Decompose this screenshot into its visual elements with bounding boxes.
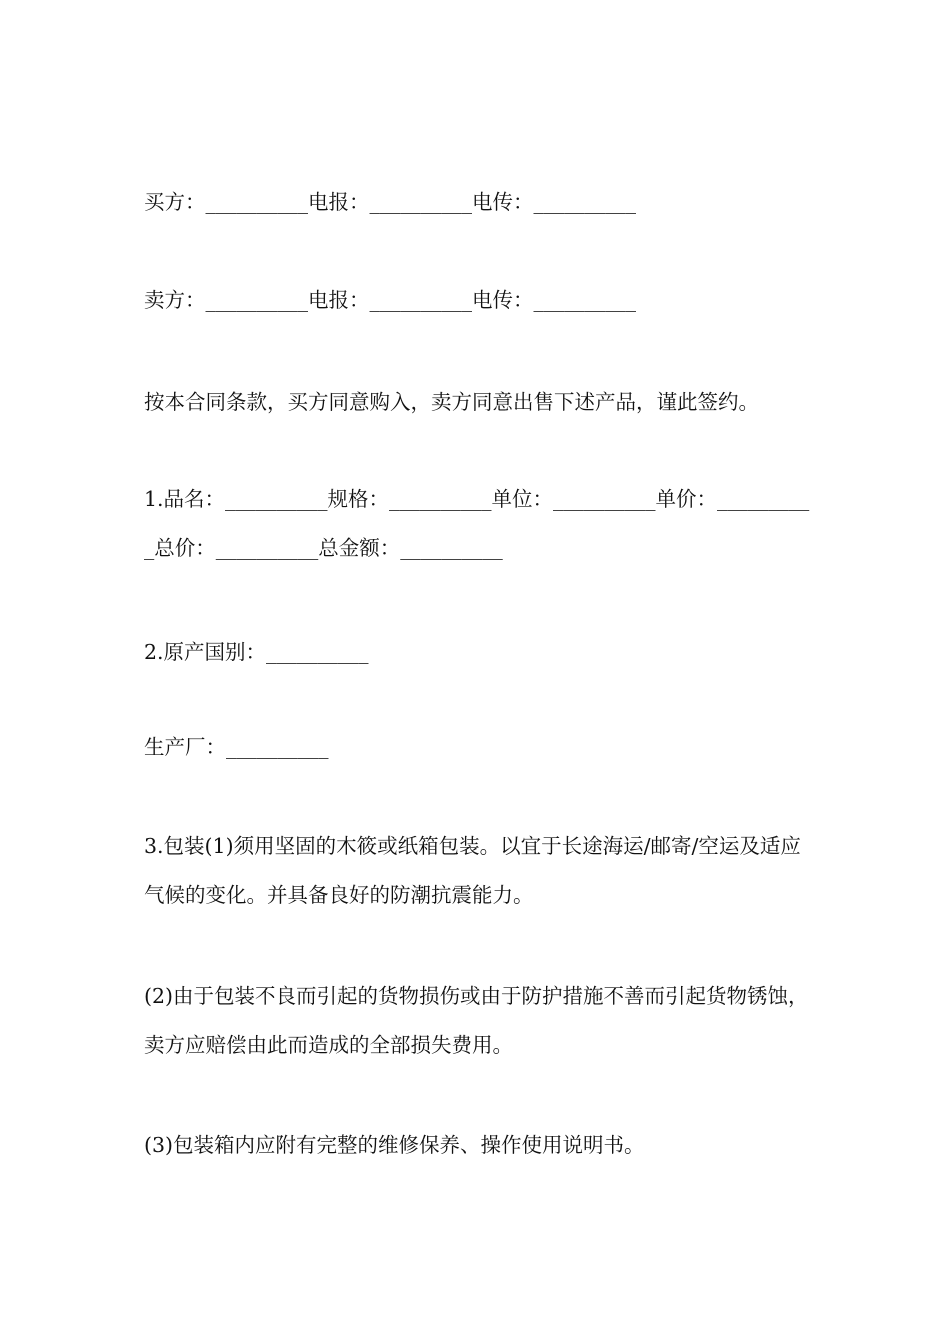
seller-line: 卖方：__________电报：__________电传：__________ xyxy=(144,288,636,312)
packing-clause-1: 3.包装(1)须用坚固的木筱或纸箱包装。以宜于长途海运/邮寄/空运及适应气候的变化。并具备良好的防潮抗震能力。 xyxy=(144,834,801,907)
packing-clause-2: (2)由于包装不良而引起的货物损伤或由于防护措施不善而引起货物锈蚀，卖方应赔偿由此而造成的全部损失费用。 xyxy=(144,984,809,1057)
packing-clause-3: (3)包装箱内应附有完整的维修保养、操作使用说明书。 xyxy=(144,1133,645,1157)
intro-paragraph: 按本合同条款，买方同意购入，卖方同意出售下述产品，谨此签约。 xyxy=(144,390,759,414)
origin-country-line: 2.原产国别：__________ xyxy=(144,640,369,664)
item-details-paragraph: 1.品名：__________规格：__________单位：__________单价：__________总价：__________总金额：__________ xyxy=(144,487,810,560)
buyer-line: 买方：__________电报：__________电传：__________ xyxy=(144,190,636,214)
factory-line: 生产厂：__________ xyxy=(144,735,329,759)
